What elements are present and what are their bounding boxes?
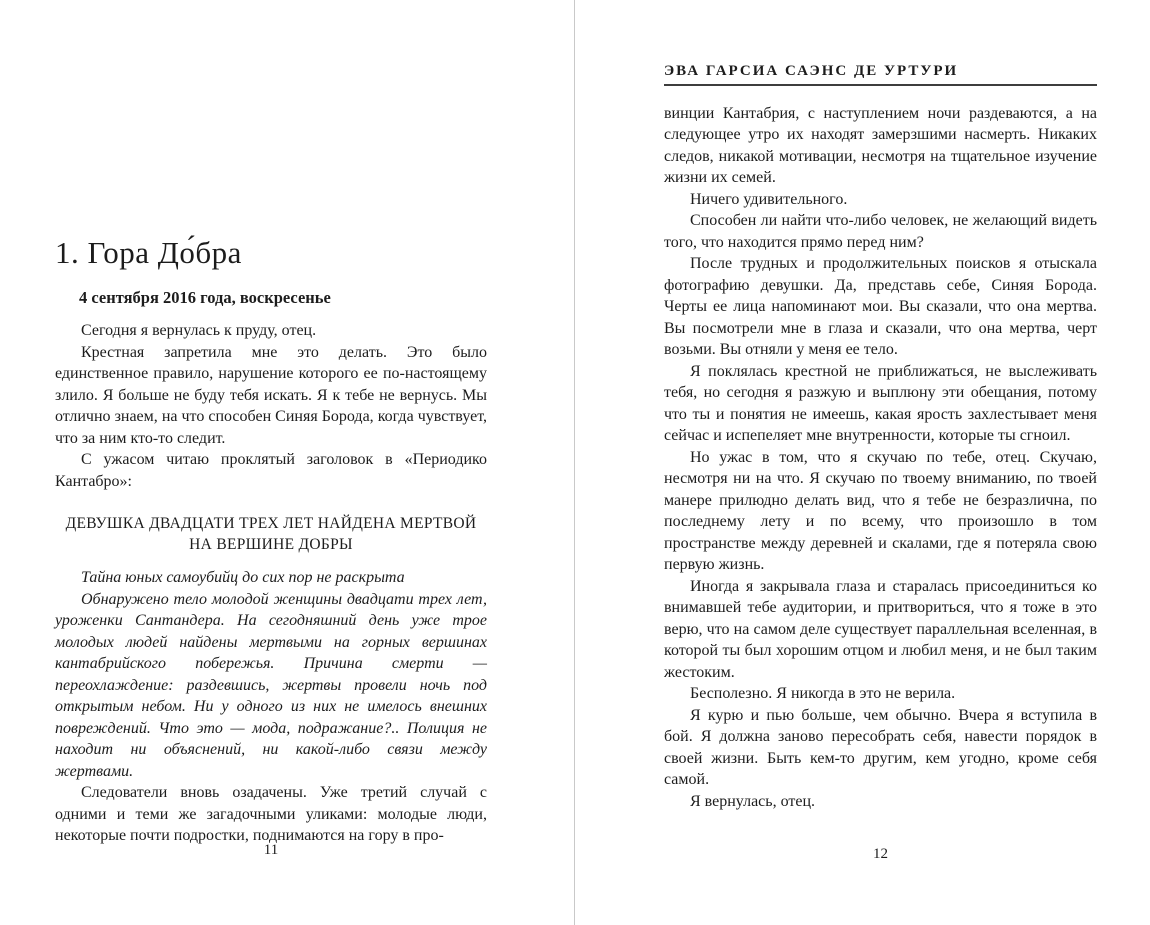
- news-headline-line2: НА ВЕРШИНЕ ДОБРЫ: [189, 536, 353, 554]
- paragraph: Крестная запретила мне это делать. Это было единственное правило, нарушение которого ее по-настоящему злило. Я больше не буду тебя искать. Я к тебе не вернусь. Мы отлично знаем, на что способен Синяя Борода, когда чувствует, что за ним кто-то следит.: [55, 343, 487, 447]
- paragraph: Способен ли найти что-либо человек, не желающий видеть того, что находится прямо перед ним?: [664, 212, 1097, 251]
- page-divider: [574, 0, 575, 925]
- paragraph: С ужасом читаю проклятый заголовок в «Периодико Кантабро»:: [55, 451, 487, 490]
- left-body-text: [55, 320, 487, 847]
- date-heading: 4 сентября 2016 года, воскресенье: [79, 288, 331, 308]
- paragraph: Я вернулась, отец.: [690, 792, 816, 810]
- paragraph: Следователи вновь озадачены. Уже третий случай с одними и теми же загадочными уликами: молодые люди, некоторые почти подростки, поднимаются на гору в про-: [55, 784, 487, 845]
- header-rule: [664, 84, 1097, 86]
- news-body: Обнаружено тело молодой женщины двадцати трех лет, уроженки Сантандера. На сегодняшний день уже трое молодых людей найдены мертвыми на горных вершинах кантабрийского побережья. Причина смерти — переохлаждение: раздевшись, жертвы провели ночь под открытым небом. Ни у одного из них не имелось внешних повреждений. Что это — мода, подражание?.. Полиция не находит ни объяснений, ни какой-либо связи между жертвами.: [55, 590, 487, 780]
- paragraph: Бесполезно. Я никогда в это не верила.: [690, 685, 956, 702]
- paragraph: Я курю и пью больше, чем обычно. Вчера я вступила в бой. Я должна заново пересобрать себя, навести порядок в своей жизни. Быть кем-то другим, кем угодно, кроме себя самой.: [664, 706, 1097, 788]
- page-right: [664, 0, 1097, 925]
- news-headline: [55, 513, 487, 555]
- paragraph: Иногда я закрывала глаза и старалась присоединиться ко внимавшей тебе аудитории, и притвориться, что я тоже в это верю, что на самом деле существует параллельная вселенная, в которой ты был хорошим отцом и любил меня, и не был таким жестоким.: [664, 577, 1097, 681]
- running-header: ЭВА ГАРСИА САЭНС ДЕ УРТУРИ: [664, 63, 959, 79]
- page-number-right: 12: [873, 846, 888, 862]
- chapter-title: 1. Гора До́бра: [55, 235, 242, 270]
- paragraph: После трудных и продолжительных поисков я отыскала фотографию девушки. Да, представь себе, Синяя Борода. Черты ее лица напоминают мои. Вы сказали, что она мертва. Вы посмотрели мне в глаза и сказали, что она мертва, черт возьми. Вы отняли у меня ее тело.: [664, 255, 1097, 358]
- page-number-left: 11: [263, 842, 279, 858]
- page-left: [55, 0, 487, 925]
- paragraph: винции Кантабрия, с наступлением ночи раздеваются, а на следующее утро их находят замерзшими насмерть. Никаких следов, никакой мотивации, несмотря на тщательное изучение жизни их семей.: [664, 104, 1097, 186]
- paragraph: Я поклялась крестной не приближаться, не выслеживать тебя, но сегодня я разжую и выплюну эти обещания, потому что ты и понятия не имеешь, какая ярость захлестывает меня сейчас и испепеляет мне внутренности, которые ты сгноил.: [664, 362, 1097, 444]
- right-body-text: [664, 103, 1097, 813]
- paragraph: Но ужас в том, что я скучаю по тебе, отец. Скучаю, несмотря ни на что. Я скучаю по твоему вниманию, по твоей манере прилюдно делать вид, что я тебе не безразлична, по последнему лету и по всему, что произошло в том пространстве между деревней и скалами, где я потеряла свою первую жизнь.: [664, 448, 1097, 573]
- paragraph: Ничего удивительного.: [690, 190, 848, 208]
- news-lead: Тайна юных самоубийц до сих пор не раскрыта: [81, 569, 405, 587]
- news-headline-line1: ДЕВУШКА ДВАДЦАТИ ТРЕХ ЛЕТ НАЙДЕНА МЕРТВОЙ: [65, 515, 477, 533]
- paragraph: Сегодня я вернулась к пруду, отец.: [81, 322, 317, 340]
